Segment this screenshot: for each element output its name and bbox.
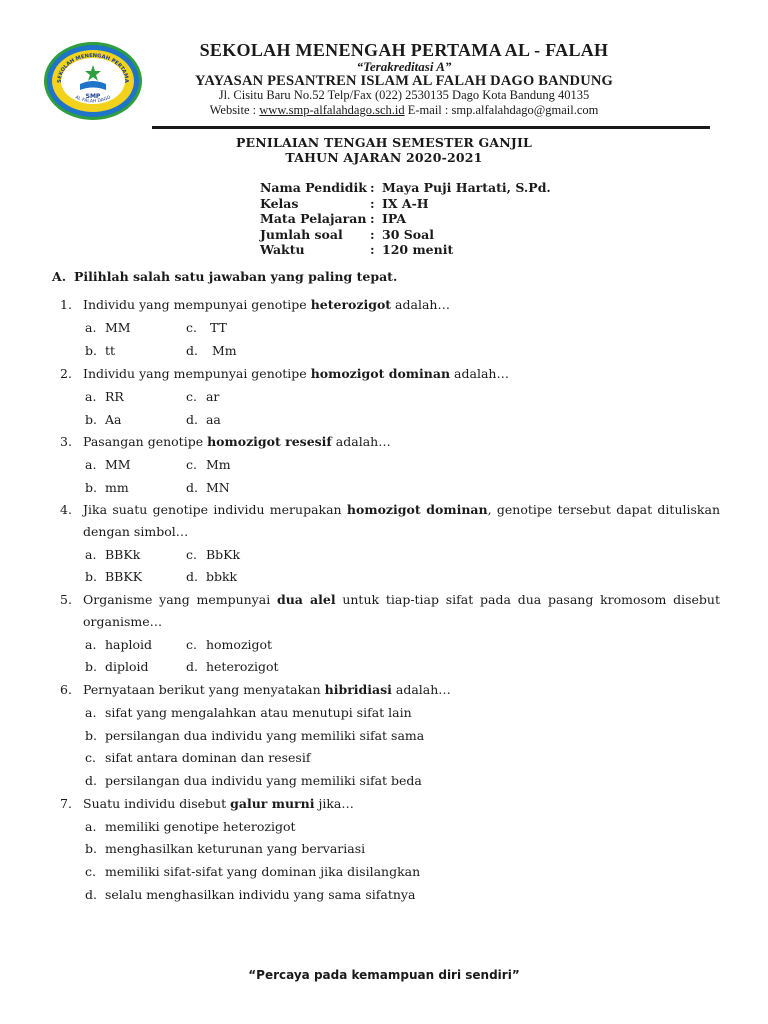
question-text: adalah…	[391, 297, 450, 312]
question-text: Individu yang mempunyai genotipe	[83, 366, 311, 381]
option-b[interactable]: b. menghasilkan keturunan yang bervariasi	[85, 841, 366, 856]
question-text: jika…	[314, 796, 354, 811]
footer-motto: “Percaya pada kemampuan diri sendiri”	[248, 968, 520, 982]
option-d[interactable]: d. MN	[186, 480, 230, 495]
question-number: 1.	[60, 297, 72, 312]
info-value: Maya Puji Hartati, S.Pd.	[382, 180, 551, 195]
header-divider	[152, 126, 710, 129]
option-a[interactable]: a. RR	[85, 389, 124, 404]
option-a[interactable]: a. BBKk	[85, 547, 141, 562]
school-name: SEKOLAH MENENGAH PERTAMA AL - FALAH	[199, 40, 609, 60]
accreditation: “Terakreditasi A”	[356, 59, 452, 74]
section-title: Pilihlah salah satu jawaban yang paling tepat.	[74, 269, 398, 284]
option-d[interactable]: d. heterozigot	[186, 659, 279, 674]
question-text: adalah…	[331, 434, 391, 449]
option-b[interactable]: b. tt	[85, 343, 116, 358]
option-b[interactable]: b. persilangan dua individu yang memiliki sifat sama	[85, 728, 425, 743]
info-label: Mata Pelajaran	[260, 211, 367, 226]
exam-title: PENILAIAN TENGAH SEMESTER GANJIL	[235, 135, 533, 150]
email-address[interactable]: smp.alfalahdago@gmail.com	[451, 103, 599, 117]
option-d[interactable]: d. Mm	[186, 343, 237, 358]
foundation-name: YAYASAN PESANTREN ISLAM AL FALAH DAGO BANDUNG	[194, 73, 614, 89]
info-row-subject: Mata Pelajaran : IPA	[260, 211, 407, 226]
question-keyword: heterozigot	[310, 297, 392, 312]
question-number: 6.	[60, 682, 72, 697]
question-text: Jika suatu genotipe individu merupakan	[83, 502, 347, 517]
question-text: Individu yang mempunyai genotipe	[83, 297, 311, 312]
option-c[interactable]: c. sifat antara dominan dan resesif	[85, 750, 311, 765]
option-b[interactable]: b. diploid	[85, 659, 149, 674]
option-a[interactable]: a. memiliki genotipe heterozigot	[85, 819, 296, 834]
question-text: Suatu individu disebut	[83, 796, 231, 811]
option-c[interactable]: c. homozigot	[186, 637, 273, 652]
info-row-time: Waktu : 120 menit	[260, 242, 454, 257]
info-value: IX A-H	[382, 195, 429, 211]
question-keyword: homozigot dominan	[310, 366, 451, 381]
info-row-class: Kelas : IX A-H	[260, 195, 429, 211]
info-value: 30 Soal	[382, 226, 434, 242]
option-c[interactable]: c. BbKk	[186, 547, 241, 562]
question-text: , genotipe tersebut dapat dituliskan	[487, 502, 720, 517]
option-d[interactable]: d. bbkk	[186, 569, 238, 584]
question-number: 5.	[60, 592, 72, 607]
option-c[interactable]: c. memiliki sifat-sifat yang dominan jika disilangkan	[85, 864, 421, 879]
exam-info	[260, 180, 551, 258]
option-c[interactable]: c. TT	[186, 320, 227, 335]
email-label: E-mail :	[407, 103, 449, 117]
question-text: Organisme yang mempunyai	[83, 592, 277, 607]
option-b[interactable]: b. BBKK	[85, 569, 143, 584]
question-number: 4.	[60, 502, 72, 517]
website-label: Website :	[209, 103, 257, 117]
question-number: 2.	[60, 366, 72, 381]
info-label: Waktu	[260, 242, 305, 257]
option-a[interactable]: a. haploid	[85, 637, 153, 652]
question-text: untuk tiap-tiap sifat pada dua pasang kromosom disebut	[335, 592, 720, 607]
info-label: Nama Pendidik	[260, 180, 367, 195]
option-a[interactable]: a. MM	[85, 457, 131, 472]
school-logo	[42, 40, 144, 122]
question-keyword: galur murni	[230, 796, 315, 811]
question-keyword: homozigot dominan	[346, 502, 488, 517]
info-row-teacher: Nama Pendidik : Maya Puji Hartati, S.Pd.	[260, 180, 551, 195]
question-keyword: dua alel	[276, 592, 336, 607]
info-label: Jumlah soal	[260, 226, 343, 242]
info-label: Kelas	[260, 195, 299, 211]
logo-text-mid: SMP	[85, 93, 101, 100]
logo-text-bottom: AL FALAH DAGO	[74, 95, 112, 105]
info-row-count: Jumlah soal : 30 Soal	[260, 226, 434, 242]
question-keyword: homozigot resesif	[207, 434, 332, 449]
question-text: Pernyataan berikut yang menyatakan	[83, 682, 325, 697]
option-d[interactable]: d. selalu menghasilkan individu yang sama sifatnya	[85, 887, 416, 902]
option-b[interactable]: b. mm	[85, 480, 129, 495]
info-value: IPA	[382, 211, 407, 226]
school-address: Jl. Cisitu Baru No.52 Telp/Fax (022) 2530135 Dago Kota Bandung 40135	[218, 88, 590, 102]
question-keyword: hibridiasi	[324, 682, 392, 697]
info-value: 120 menit	[382, 242, 454, 257]
option-c[interactable]: c. Mm	[186, 457, 231, 472]
question-text-continued: organisme…	[83, 614, 163, 629]
section-letter: A.	[52, 269, 67, 284]
contact-line	[150, 103, 658, 118]
logo-text-top: SEKOLAH MENENGAH PERTAMA	[56, 52, 130, 83]
website-link[interactable]: www.smp-alfalahdago.sch.id	[259, 103, 405, 117]
question-text: Pasangan genotipe	[83, 434, 208, 449]
question-text: adalah…	[450, 366, 509, 381]
section-heading	[52, 269, 397, 284]
question-number: 7.	[60, 796, 72, 811]
option-a[interactable]: a. sifat yang mengalahkan atau menutupi sifat lain	[85, 705, 412, 720]
exam-year: TAHUN AJARAN 2020-2021	[285, 150, 483, 165]
option-a[interactable]: a. MM	[85, 320, 131, 335]
option-b[interactable]: b. Aa	[85, 412, 122, 427]
question-text-continued: dengan simbol…	[83, 524, 189, 539]
question-text: adalah…	[391, 682, 451, 697]
question-number: 3.	[60, 434, 72, 449]
option-d[interactable]: d. persilangan dua individu yang memiliki sifat beda	[85, 773, 422, 788]
option-c[interactable]: c. ar	[186, 389, 220, 404]
option-d[interactable]: d. aa	[186, 412, 221, 427]
